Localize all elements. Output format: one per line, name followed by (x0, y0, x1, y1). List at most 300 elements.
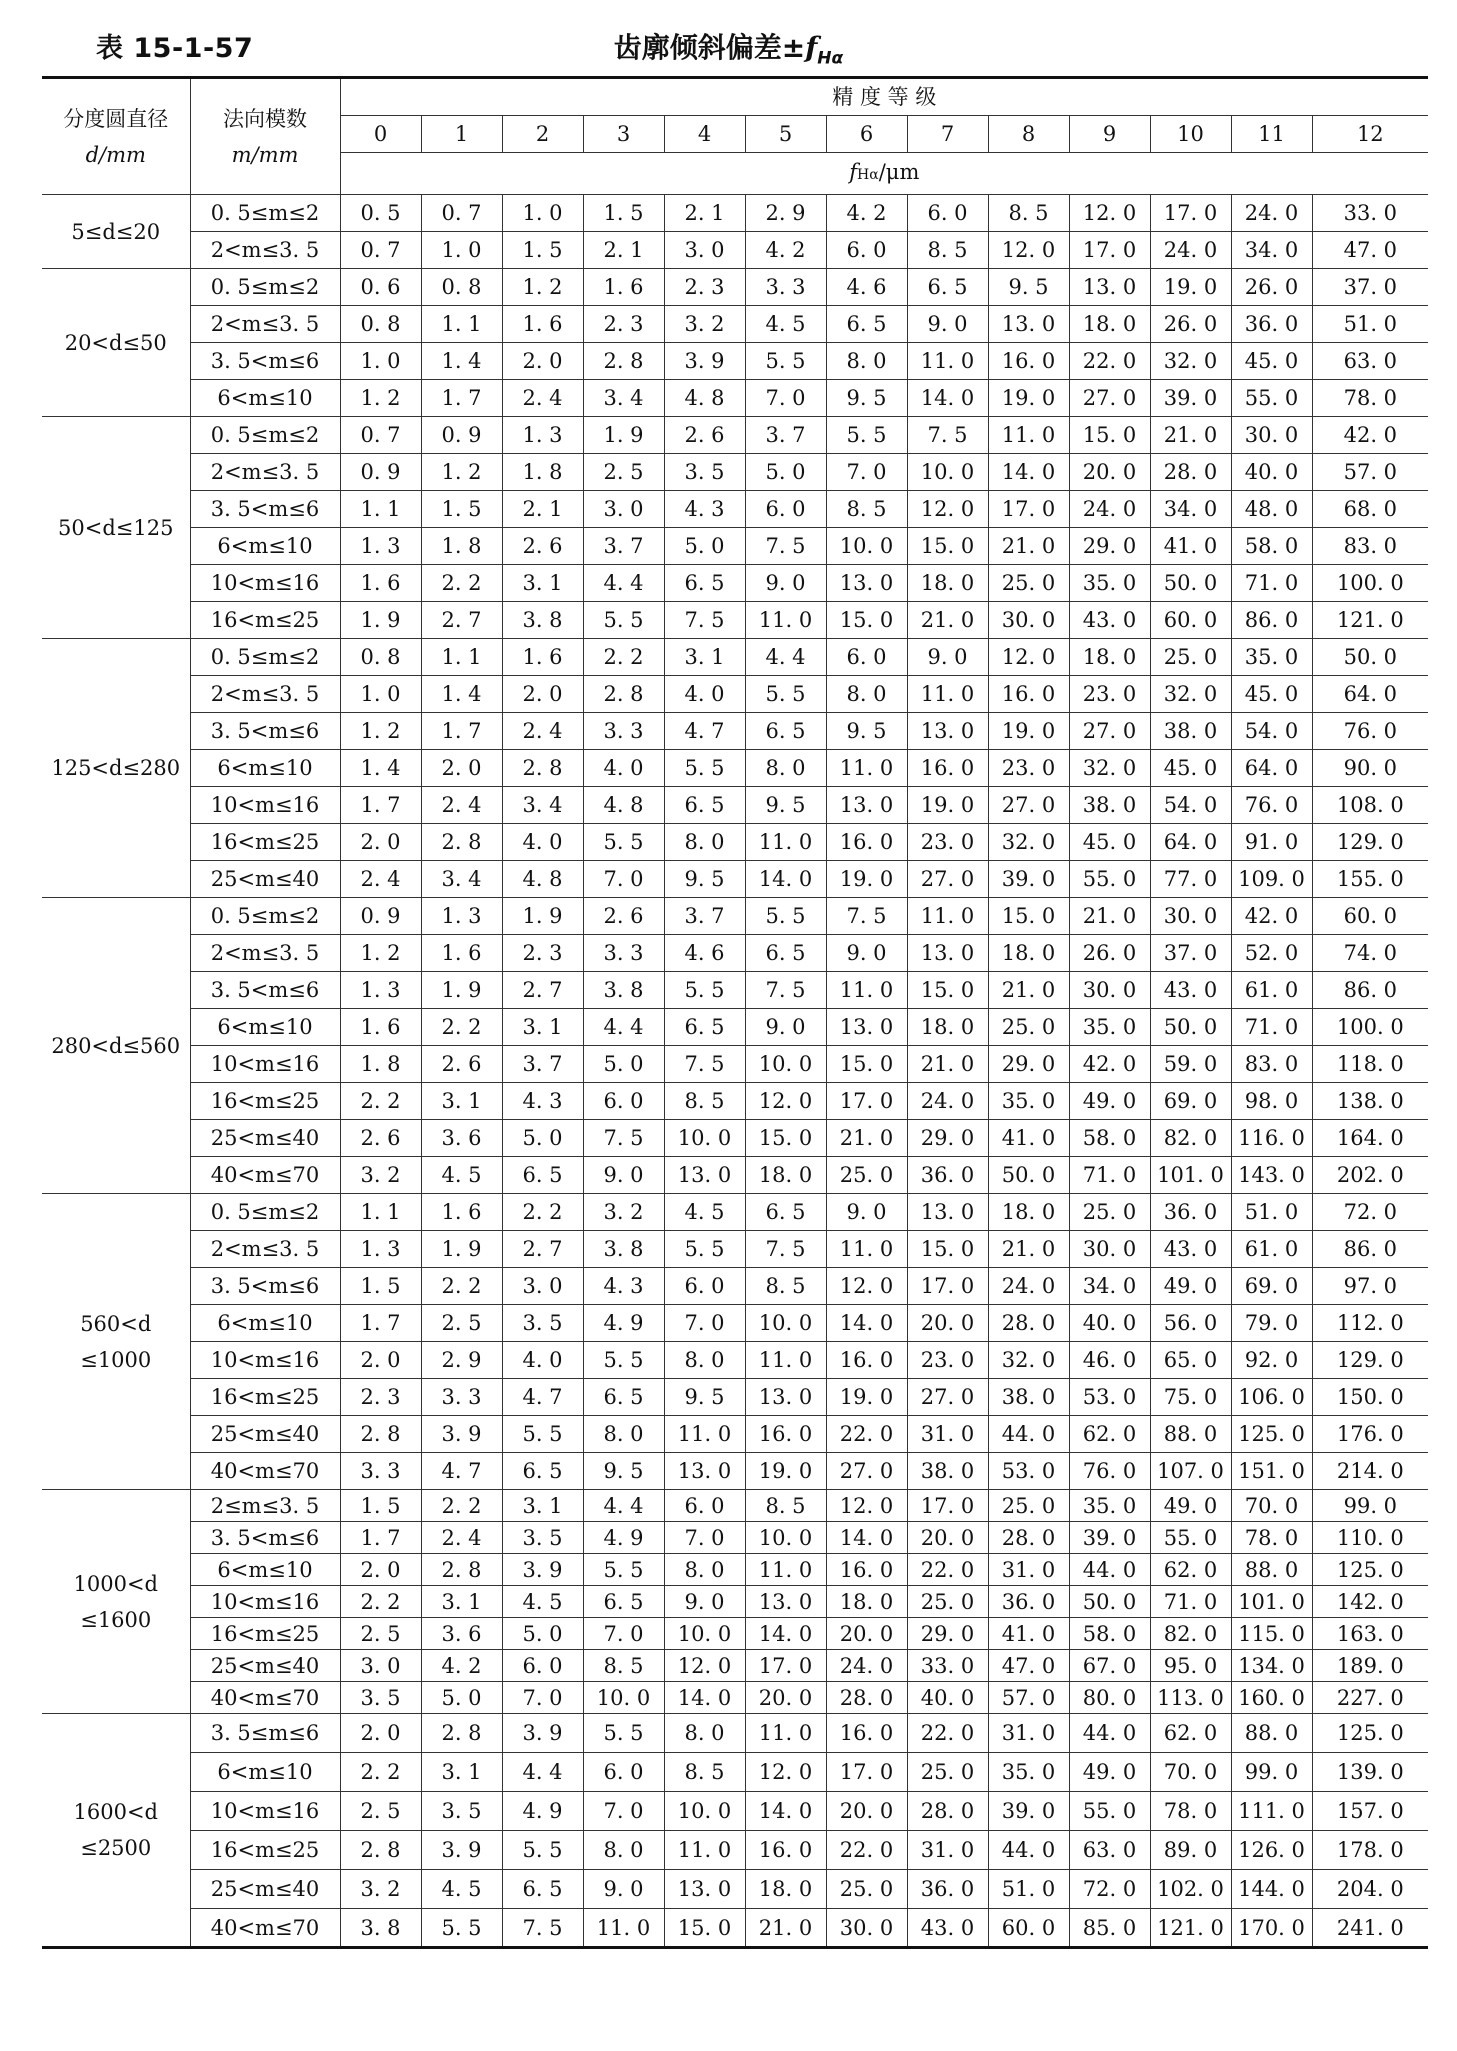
value-cell: 51. 0 (988, 1870, 1069, 1909)
value-cell: 14. 0 (745, 861, 826, 898)
module-range-cell: 16<m≤25 (190, 1379, 340, 1416)
value-cell: 29. 0 (907, 1120, 988, 1157)
value-cell: 4. 0 (664, 676, 745, 713)
value-cell: 16. 0 (745, 1831, 826, 1870)
value-cell: 13. 0 (907, 935, 988, 972)
value-cell: 4. 2 (421, 1650, 502, 1682)
value-cell: 2. 6 (502, 528, 583, 565)
value-cell: 4. 4 (745, 639, 826, 676)
value-cell: 21. 0 (988, 972, 1069, 1009)
value-cell: 8. 0 (583, 1831, 664, 1870)
value-cell: 20. 0 (745, 1682, 826, 1714)
value-cell: 43. 0 (1069, 602, 1150, 639)
value-cell: 2. 6 (340, 1120, 421, 1157)
value-cell: 1. 6 (583, 269, 664, 306)
value-cell: 3. 2 (664, 306, 745, 343)
value-cell: 1. 5 (340, 1490, 421, 1522)
value-cell: 8. 5 (745, 1490, 826, 1522)
value-cell: 47. 0 (988, 1650, 1069, 1682)
value-cell: 47. 0 (1312, 232, 1428, 269)
value-cell: 1. 9 (502, 898, 583, 935)
value-cell: 88. 0 (1150, 1416, 1231, 1453)
value-cell: 17. 0 (907, 1490, 988, 1522)
value-cell: 204. 0 (1312, 1870, 1428, 1909)
value-cell: 3. 8 (583, 1231, 664, 1268)
grade-header-cell: 5 (745, 116, 826, 153)
value-cell: 11. 0 (745, 602, 826, 639)
value-cell: 121. 0 (1150, 1909, 1231, 1948)
diameter-range-text: 20<d≤50 (64, 330, 167, 355)
value-cell: 10. 0 (907, 454, 988, 491)
value-cell: 19. 0 (826, 1379, 907, 1416)
value-cell: 4. 0 (583, 750, 664, 787)
value-cell: 1. 1 (340, 1194, 421, 1231)
value-cell: 15. 0 (988, 898, 1069, 935)
value-cell: 8. 5 (826, 491, 907, 528)
value-cell: 5. 5 (502, 1416, 583, 1453)
value-cell: 2. 4 (502, 713, 583, 750)
value-cell: 16. 0 (826, 824, 907, 861)
value-cell: 4. 5 (745, 306, 826, 343)
module-range-cell: 25<m≤40 (190, 1120, 340, 1157)
value-cell: 89. 0 (1150, 1831, 1231, 1870)
value-cell: 45. 0 (1069, 824, 1150, 861)
value-cell: 143. 0 (1231, 1157, 1312, 1194)
value-cell: 2. 2 (421, 1268, 502, 1305)
value-cell: 0. 9 (421, 417, 502, 454)
value-cell: 9. 5 (826, 713, 907, 750)
value-cell: 4. 6 (664, 935, 745, 972)
value-cell: 1. 6 (502, 306, 583, 343)
module-range-cell: 10<m≤16 (190, 1046, 340, 1083)
value-cell: 5. 0 (664, 528, 745, 565)
value-cell: 2. 0 (340, 1714, 421, 1753)
table-row (42, 1522, 1428, 1554)
value-cell: 125. 0 (1231, 1416, 1312, 1453)
value-cell: 15. 0 (907, 528, 988, 565)
diameter-range-cell (42, 639, 190, 898)
value-cell: 38. 0 (988, 1379, 1069, 1416)
value-cell: 51. 0 (1231, 1194, 1312, 1231)
value-cell: 1. 3 (421, 898, 502, 935)
header-diameter-line2: d/mm (85, 142, 146, 167)
grade-header-cell: 12 (1312, 116, 1428, 153)
value-cell: 5. 5 (745, 343, 826, 380)
value-cell: 100. 0 (1312, 1009, 1428, 1046)
value-cell: 3. 1 (502, 1009, 583, 1046)
value-cell: 2. 1 (583, 232, 664, 269)
value-cell: 64. 0 (1231, 750, 1312, 787)
value-cell: 6. 5 (907, 269, 988, 306)
value-cell: 0. 7 (340, 417, 421, 454)
grade-header-cell: 10 (1150, 116, 1231, 153)
table-row (42, 1586, 1428, 1618)
value-cell: 53. 0 (988, 1453, 1069, 1490)
value-cell: 40. 0 (1069, 1305, 1150, 1342)
value-cell: 25. 0 (988, 1490, 1069, 1522)
table-row (42, 861, 1428, 898)
value-cell: 9. 0 (745, 565, 826, 602)
table-title-text: 齿廓倾斜偏差± (613, 31, 806, 64)
value-cell: 102. 0 (1150, 1870, 1231, 1909)
value-cell: 65. 0 (1150, 1342, 1231, 1379)
value-cell: 2. 8 (421, 824, 502, 861)
module-range-cell: 2<m≤3. 5 (190, 454, 340, 491)
value-cell: 1. 5 (583, 195, 664, 232)
value-cell: 2. 5 (340, 1618, 421, 1650)
value-cell: 9. 0 (826, 935, 907, 972)
diameter-range-cell (42, 195, 190, 269)
module-range-cell: 3. 5<m≤6 (190, 1522, 340, 1554)
value-cell: 6. 5 (502, 1870, 583, 1909)
value-cell: 16. 0 (826, 1554, 907, 1586)
value-cell: 0. 5 (340, 195, 421, 232)
value-cell: 44. 0 (1069, 1554, 1150, 1586)
value-cell: 1. 5 (421, 491, 502, 528)
value-cell: 7. 0 (583, 861, 664, 898)
value-cell: 129. 0 (1312, 1342, 1428, 1379)
table-row (42, 1753, 1428, 1792)
value-cell: 5. 0 (502, 1120, 583, 1157)
table-row (42, 1870, 1428, 1909)
value-cell: 60. 0 (988, 1909, 1069, 1948)
value-cell: 88. 0 (1231, 1554, 1312, 1586)
value-cell: 3. 3 (583, 935, 664, 972)
value-cell: 18. 0 (826, 1586, 907, 1618)
value-cell: 25. 0 (907, 1586, 988, 1618)
value-cell: 13. 0 (664, 1157, 745, 1194)
value-cell: 7. 5 (664, 1046, 745, 1083)
value-cell: 7. 0 (745, 380, 826, 417)
table-row (42, 528, 1428, 565)
value-cell: 3. 1 (421, 1753, 502, 1792)
value-cell: 37. 0 (1312, 269, 1428, 306)
value-cell: 11. 0 (664, 1831, 745, 1870)
diameter-range-cell (42, 1714, 190, 1948)
value-cell: 83. 0 (1231, 1046, 1312, 1083)
value-cell: 7. 0 (502, 1682, 583, 1714)
value-cell: 3. 7 (664, 898, 745, 935)
value-cell: 35. 0 (1231, 639, 1312, 676)
value-cell: 32. 0 (988, 1342, 1069, 1379)
value-cell: 35. 0 (1069, 1490, 1150, 1522)
value-cell: 86. 0 (1312, 972, 1428, 1009)
module-range-cell: 16<m≤25 (190, 1831, 340, 1870)
value-cell: 138. 0 (1312, 1083, 1428, 1120)
value-cell: 57. 0 (1312, 454, 1428, 491)
value-cell: 11. 0 (907, 343, 988, 380)
value-cell: 82. 0 (1150, 1618, 1231, 1650)
module-range-cell: 10<m≤16 (190, 1342, 340, 1379)
module-range-cell: 2<m≤3. 5 (190, 232, 340, 269)
value-cell: 19. 0 (988, 380, 1069, 417)
value-cell: 21. 0 (1150, 417, 1231, 454)
value-cell: 4. 8 (502, 861, 583, 898)
value-cell: 53. 0 (1069, 1379, 1150, 1416)
grade-header-cell: 11 (1231, 116, 1312, 153)
module-range-cell: 25<m≤40 (190, 861, 340, 898)
value-cell: 3. 7 (502, 1046, 583, 1083)
value-cell: 6. 0 (907, 195, 988, 232)
value-cell: 39. 0 (988, 1792, 1069, 1831)
value-cell: 9. 0 (907, 306, 988, 343)
value-cell: 1. 6 (421, 935, 502, 972)
value-cell: 176. 0 (1312, 1416, 1428, 1453)
grade-header-cell: 0 (340, 116, 421, 153)
value-cell: 2. 5 (583, 454, 664, 491)
value-cell: 16. 0 (826, 1342, 907, 1379)
value-cell: 8. 5 (664, 1753, 745, 1792)
value-cell: 227. 0 (1312, 1682, 1428, 1714)
value-cell: 12. 0 (988, 232, 1069, 269)
value-cell: 71. 0 (1069, 1157, 1150, 1194)
value-cell: 1. 6 (421, 1194, 502, 1231)
value-cell: 15. 0 (907, 1231, 988, 1268)
value-cell: 38. 0 (1150, 713, 1231, 750)
header-unit-tail: /μm (878, 160, 920, 184)
value-cell: 35. 0 (1069, 1009, 1150, 1046)
value-cell: 27. 0 (1069, 713, 1150, 750)
value-cell: 38. 0 (1069, 787, 1150, 824)
value-cell: 15. 0 (745, 1120, 826, 1157)
value-cell: 27. 0 (907, 1379, 988, 1416)
module-range-cell: 10<m≤16 (190, 565, 340, 602)
value-cell: 1. 6 (340, 1009, 421, 1046)
module-range-cell: 2<m≤3. 5 (190, 1231, 340, 1268)
value-cell: 241. 0 (1312, 1909, 1428, 1948)
value-cell: 17. 0 (1069, 232, 1150, 269)
value-cell: 20. 0 (1069, 454, 1150, 491)
value-cell: 99. 0 (1312, 1490, 1428, 1522)
value-cell: 3. 6 (421, 1618, 502, 1650)
value-cell: 9. 5 (745, 787, 826, 824)
diameter-range-cell (42, 1490, 190, 1714)
value-cell: 17. 0 (907, 1268, 988, 1305)
value-cell: 1. 2 (340, 380, 421, 417)
value-cell: 36. 0 (988, 1586, 1069, 1618)
value-cell: 49. 0 (1069, 1753, 1150, 1792)
value-cell: 59. 0 (1150, 1046, 1231, 1083)
value-cell: 42. 0 (1069, 1046, 1150, 1083)
deviation-table (42, 76, 1428, 1949)
value-cell: 16. 0 (907, 750, 988, 787)
value-cell: 80. 0 (1069, 1682, 1150, 1714)
value-cell: 55. 0 (1069, 861, 1150, 898)
value-cell: 69. 0 (1150, 1083, 1231, 1120)
value-cell: 61. 0 (1231, 1231, 1312, 1268)
value-cell: 46. 0 (1069, 1342, 1150, 1379)
value-cell: 2. 8 (340, 1831, 421, 1870)
value-cell: 1. 8 (421, 528, 502, 565)
value-cell: 13. 0 (664, 1453, 745, 1490)
value-cell: 2. 0 (340, 824, 421, 861)
module-range-cell: 6<m≤10 (190, 1009, 340, 1046)
value-cell: 26. 0 (1150, 306, 1231, 343)
value-cell: 62. 0 (1069, 1416, 1150, 1453)
value-cell: 23. 0 (988, 750, 1069, 787)
value-cell: 3. 0 (664, 232, 745, 269)
value-cell: 2. 4 (421, 787, 502, 824)
diameter-range-text: ≤2500 (80, 1836, 152, 1860)
value-cell: 0. 7 (340, 232, 421, 269)
value-cell: 33. 0 (907, 1650, 988, 1682)
value-cell: 25. 0 (1150, 639, 1231, 676)
value-cell: 8. 5 (745, 1268, 826, 1305)
value-cell: 76. 0 (1312, 713, 1428, 750)
value-cell: 125. 0 (1312, 1714, 1428, 1753)
value-cell: 2. 2 (502, 1194, 583, 1231)
value-cell: 9. 5 (664, 861, 745, 898)
diameter-range-text: 125<d≤280 (51, 756, 181, 780)
value-cell: 7. 0 (664, 1522, 745, 1554)
value-cell: 6. 5 (745, 1194, 826, 1231)
value-cell: 54. 0 (1231, 713, 1312, 750)
table-row (42, 1682, 1428, 1714)
table-row (42, 1120, 1428, 1157)
value-cell: 20. 0 (907, 1522, 988, 1554)
value-cell: 2. 4 (340, 861, 421, 898)
value-cell: 4. 5 (421, 1870, 502, 1909)
value-cell: 78. 0 (1312, 380, 1428, 417)
value-cell: 50. 0 (1069, 1586, 1150, 1618)
value-cell: 34. 0 (1069, 1268, 1150, 1305)
value-cell: 51. 0 (1312, 306, 1428, 343)
value-cell: 2. 0 (340, 1554, 421, 1586)
table-row (42, 306, 1428, 343)
value-cell: 1. 7 (421, 713, 502, 750)
value-cell: 18. 0 (907, 565, 988, 602)
value-cell: 1. 0 (502, 195, 583, 232)
value-cell: 17. 0 (988, 491, 1069, 528)
value-cell: 30. 0 (1069, 972, 1150, 1009)
value-cell: 11. 0 (583, 1909, 664, 1948)
value-cell: 5. 5 (583, 1554, 664, 1586)
value-cell: 2. 8 (583, 676, 664, 713)
table-row (42, 676, 1428, 713)
value-cell: 5. 5 (745, 676, 826, 713)
value-cell: 2. 7 (502, 1231, 583, 1268)
value-cell: 3. 0 (340, 1650, 421, 1682)
value-cell: 50. 0 (1312, 639, 1428, 676)
value-cell: 14. 0 (745, 1792, 826, 1831)
module-range-cell: 6<m≤10 (190, 1305, 340, 1342)
module-range-cell: 6<m≤10 (190, 528, 340, 565)
value-cell: 97. 0 (1312, 1268, 1428, 1305)
value-cell: 155. 0 (1312, 861, 1428, 898)
value-cell: 6. 5 (583, 1586, 664, 1618)
table-row (42, 824, 1428, 861)
value-cell: 8. 0 (745, 750, 826, 787)
value-cell: 49. 0 (1069, 1083, 1150, 1120)
value-cell: 2. 5 (340, 1792, 421, 1831)
value-cell: 30. 0 (826, 1909, 907, 1948)
table-row (42, 713, 1428, 750)
grade-header-cell: 7 (907, 116, 988, 153)
value-cell: 10. 0 (826, 528, 907, 565)
module-range-cell: 3. 5<m≤6 (190, 1268, 340, 1305)
value-cell: 5. 0 (502, 1618, 583, 1650)
module-range-cell: 10<m≤16 (190, 1586, 340, 1618)
module-range-cell: 40<m≤70 (190, 1682, 340, 1714)
value-cell: 2. 8 (340, 1416, 421, 1453)
value-cell: 19. 0 (745, 1453, 826, 1490)
value-cell: 2. 2 (421, 1009, 502, 1046)
value-cell: 2. 9 (421, 1342, 502, 1379)
value-cell: 4. 3 (583, 1268, 664, 1305)
grade-header-cell: 6 (826, 116, 907, 153)
header-unit-subscript: Hα (857, 167, 879, 183)
value-cell: 115. 0 (1231, 1618, 1312, 1650)
value-cell: 8. 5 (988, 195, 1069, 232)
value-cell: 107. 0 (1150, 1453, 1231, 1490)
grade-header-cell: 2 (502, 116, 583, 153)
module-range-cell: 0. 5≤m≤2 (190, 639, 340, 676)
value-cell: 16. 0 (988, 343, 1069, 380)
value-cell: 70. 0 (1150, 1753, 1231, 1792)
value-cell: 25. 0 (826, 1157, 907, 1194)
value-cell: 4. 3 (664, 491, 745, 528)
value-cell: 118. 0 (1312, 1046, 1428, 1083)
value-cell: 44. 0 (988, 1831, 1069, 1870)
value-cell: 25. 0 (826, 1870, 907, 1909)
table-row (42, 1909, 1428, 1948)
value-cell: 129. 0 (1312, 824, 1428, 861)
value-cell: 110. 0 (1312, 1522, 1428, 1554)
value-cell: 2. 6 (421, 1046, 502, 1083)
value-cell: 1. 3 (340, 972, 421, 1009)
header-module (190, 78, 340, 195)
value-cell: 100. 0 (1312, 565, 1428, 602)
value-cell: 2. 7 (502, 972, 583, 1009)
value-cell: 9. 0 (583, 1870, 664, 1909)
value-cell: 22. 0 (826, 1831, 907, 1870)
module-range-cell: 2<m≤3. 5 (190, 935, 340, 972)
value-cell: 11. 0 (745, 1554, 826, 1586)
value-cell: 1. 2 (340, 713, 421, 750)
value-cell: 1. 9 (340, 602, 421, 639)
module-range-cell: 25<m≤40 (190, 1416, 340, 1453)
diameter-range-text: 5≤d≤20 (71, 219, 161, 244)
value-cell: 164. 0 (1312, 1120, 1428, 1157)
value-cell: 21. 0 (988, 1231, 1069, 1268)
module-range-cell: 40<m≤70 (190, 1453, 340, 1490)
module-range-cell: 6<m≤10 (190, 750, 340, 787)
value-cell: 72. 0 (1312, 1194, 1428, 1231)
value-cell: 44. 0 (988, 1416, 1069, 1453)
value-cell: 2. 2 (583, 639, 664, 676)
value-cell: 2. 3 (664, 269, 745, 306)
value-cell: 41. 0 (1150, 528, 1231, 565)
value-cell: 78. 0 (1231, 1522, 1312, 1554)
value-cell: 23. 0 (1069, 676, 1150, 713)
value-cell: 1. 5 (502, 232, 583, 269)
value-cell: 21. 0 (745, 1909, 826, 1948)
value-cell: 74. 0 (1312, 935, 1428, 972)
value-cell: 1. 2 (421, 454, 502, 491)
module-range-cell: 16<m≤25 (190, 602, 340, 639)
value-cell: 111. 0 (1231, 1792, 1312, 1831)
value-cell: 39. 0 (1150, 380, 1231, 417)
value-cell: 9. 0 (583, 1157, 664, 1194)
value-cell: 18. 0 (988, 935, 1069, 972)
value-cell: 48. 0 (1231, 491, 1312, 528)
value-cell: 4. 0 (502, 824, 583, 861)
value-cell: 3. 3 (340, 1453, 421, 1490)
value-cell: 1. 7 (340, 787, 421, 824)
value-cell: 7. 5 (583, 1120, 664, 1157)
table-row (42, 1009, 1428, 1046)
value-cell: 28. 0 (1150, 454, 1231, 491)
